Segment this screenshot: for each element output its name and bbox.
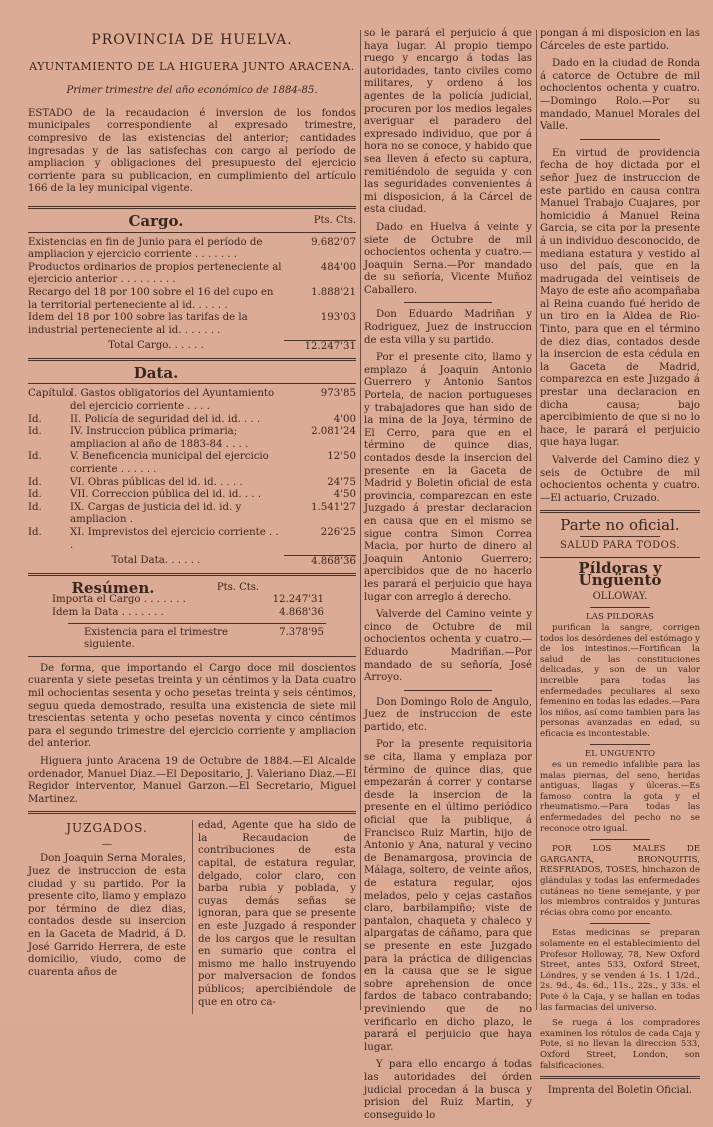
table-row xyxy=(28,451,356,476)
row-label: I. Gastos obligatorios del Ayuntamiento del ejercicio corriente . . . . xyxy=(70,388,275,413)
row-value: 226'25 xyxy=(320,527,356,538)
row-value: 193'03 xyxy=(320,312,356,324)
column-3 xyxy=(540,28,700,1098)
paragraph: Dado en Huelva á veinte y siete de Octubre de mil ochocientos ochenta y cuatro.—Joaquin Serna.—Por mandado de su señoría, Vicente Muñoz Caballero. xyxy=(364,221,532,296)
row-value: 4'00 xyxy=(333,413,356,425)
total-label: Total Cargo. . . . . . xyxy=(108,340,204,352)
row-value: 24'75 xyxy=(327,476,356,488)
divider xyxy=(540,510,700,513)
table-row xyxy=(28,527,356,552)
paragraph: pongan á mi disposicion en las Cárceles de este partido. xyxy=(540,28,700,52)
row-chapter: Id. xyxy=(28,527,42,538)
existencia-label: Existencia para el trimestre siguiente. xyxy=(84,626,229,651)
row-value: 2.081'24 xyxy=(311,426,356,438)
divider xyxy=(28,206,356,209)
cargo-table xyxy=(28,237,356,354)
row-value: 4.868'36 xyxy=(279,606,324,618)
divider xyxy=(68,623,326,624)
divider xyxy=(404,690,492,691)
row-chapter: Id. xyxy=(28,451,42,463)
resumen-paragraph: De forma, que importando el Cargo doce mil doscientos cuarenta y siete pesetas treinta y un céntimos y la Data cuatro mil ochocientas sesenta y ocho pesetas treinta y seis céntimos, seguu queda demostrado, resulta una existencia de siete mil trescientas setenta y ocho pesetas noventa y cinco céntimos para el segundo trimestre del ejercicio corriente y ampliacion del anterior. xyxy=(28,662,356,750)
row-value: 484'00 xyxy=(320,261,356,273)
paragraph: Por el presente cito, llamo y emplazo á Joaquin Antonio Guerrero y Antonio Santos Portela, de nacion portugueses y trabajadores que han sido de la mina de la Joya, término de El Cerro, para que en el término de quince dias, contados desde la insercion del presente en la Gaceta de Madrid y Boletin oficial de esta provincia, comparezcan en este Juzgado á prestar declaracion en causa que en el mismo se sigue contra Simon Correa Macia, por hurto de dinero al Joaquin Antonio Guerrero; apercibidos que de no hacerlo les parará el perjuicio que haya lugar con arreglo á derecho. xyxy=(364,352,532,603)
row-value: 1.888'21 xyxy=(311,286,356,298)
paragraph: so le parará el perjuicio á que haya lugar. Al propio tiempo ruego y encargo á todas las autoridades, tanto civiles como militares, y ordeno á los agentes de la policía judicial, procuren por los medios legales averiguar el paradero del expresado individuo, que por á hora no se conoce, y habido que sea lleven á efecto su captura, remitiéndolo de seguida y con las seguridades convenientes á mi disposicion, á la Cárcel de esta ciudad. xyxy=(364,28,532,216)
row-label: Productos ordinarios de propios perteneciente al ejercicio anterior . . . . . . . . . xyxy=(28,261,282,286)
divider xyxy=(28,358,356,361)
row-label: IX. Cargas de justicia del id. id. y ampliacion . xyxy=(70,501,242,526)
total-value: 4.868'36 xyxy=(284,555,356,569)
paragraph: Por la presente requisitoria se cita, llama y emplaza por término de quince dias, que empezarán á correr y contarse desde la insercion de la presente en el último periódico oficial que la publique, á Francisco Ruiz Martin, hijo de Antonio y Ana, natural y vecino de Benamargosa, provincia de Málaga, soltero, de veinte años, de estatura regular, ojos melados, pelo y cejas castaños claro, barbilampiño; viste de pantalon, chaqueta y chaleco y alpargatas de cáñamo, para que se presente en este Juzgado para la práctica de diligencias en la causa que se le sigue sobre aprehension de once fardos de tabaco contrabando; previniendo que de no verificarlo en dicho plazo, le parará el perjuicio que haya lugar. xyxy=(364,739,532,1053)
row-label: VII. Correccion pública del id. id. . . . xyxy=(70,489,262,501)
ayuntamiento-heading: AYUNTAMIENTO DE LA HIGUERA JUNTO ARACENA. xyxy=(29,59,355,73)
las-pildoras-heading: LAS PILDORAS xyxy=(586,612,654,623)
row-label: Existencias en fin de Junio para el período de ampliacion y ejercicio corriente . . . . . . . xyxy=(28,236,263,261)
paragraph: Valverde del Camino veinte y cinco de Octubre de mil ochocientos ochenta y cuatro.—Eduardo Madriñan.—Por mandado de su señoría, José Arroyo. xyxy=(364,609,532,684)
row-chapter: Id. xyxy=(28,489,42,501)
resumen-units: Pts. Cts. xyxy=(216,581,260,593)
table-row xyxy=(28,477,356,490)
total-label: Total Data. . . . . . xyxy=(111,555,201,567)
row-label: Importa el Cargo . . . . . . . xyxy=(52,594,186,606)
row-chapter: Id. xyxy=(28,501,42,513)
row-label: VI. Obras públicas del id. id. . . . . xyxy=(70,476,243,488)
table-row xyxy=(28,237,356,262)
table-row xyxy=(28,262,356,287)
row-chapter: Id. xyxy=(28,426,42,438)
row-value: 12'50 xyxy=(327,451,356,463)
row-value: 12.247'31 xyxy=(272,594,324,606)
paragraph: Y para ello encargo á todas las autoridades del órden judicial procedan á la busca y prision del Ruiz Martin, y conseguido lo xyxy=(364,1059,532,1121)
total-value: 12.247'31 xyxy=(284,340,356,354)
existencia-row xyxy=(28,627,356,652)
row-label: II. Policía de seguridad del id. id. . . . xyxy=(70,413,261,425)
paragraph: Dado en la ciudad de Ronda á catorce de Octubre de mil ochocientos ochenta y cuatro.—Domingo Rolo.—Por su mandado, Manuel Morales del Valle. xyxy=(540,58,700,133)
data-title: Data. xyxy=(133,363,179,382)
row-value: 1.541'27 xyxy=(311,501,356,513)
no-oficial-heading: Parte no oficial. xyxy=(560,516,680,535)
table-row xyxy=(28,312,356,337)
divider xyxy=(28,656,356,657)
divider xyxy=(590,923,650,924)
table-row xyxy=(28,287,356,312)
cargo-header xyxy=(28,211,356,230)
divider xyxy=(28,811,356,814)
cargo-title: Cargo. xyxy=(128,211,184,230)
unguento-heading: EL UNGUENTO xyxy=(584,749,656,760)
existencia-value: 7.378'95 xyxy=(279,626,324,638)
paragraph: Don Domingo Rolo de Angulo, Juez de instruccion de este partido, etc. xyxy=(364,696,532,733)
row-value: 973'85 xyxy=(320,388,356,400)
row-label: Idem del 18 por 100 sobre las tarifas de la industrial perteneciente al id. . . . . . . xyxy=(28,312,248,336)
divider xyxy=(540,1076,700,1079)
divider xyxy=(580,139,660,140)
row-label: IV. Instruccion pública primaria; ampliacion al año de 1883-84 . . . . xyxy=(70,426,249,450)
cargo-units: Pts. Cts. xyxy=(313,214,356,226)
column-2 xyxy=(364,28,532,1127)
data-total-row xyxy=(28,555,356,569)
table-row xyxy=(28,489,356,502)
table-row xyxy=(28,502,356,527)
data-table xyxy=(28,388,356,568)
estado-intro: ESTADO de la recaudacion é inversion de los fondos municipales correspondiente al expresado trimestre, compresivo de las existencias del anterior; cantidades ingresadas y de las satisfechas con cargo al período de ampliacion y obligaciones del presupuesto del ejercicio corriente para su publicacion, en cumplimiento del artículo 166 de la ley municipal vigente. xyxy=(28,107,356,195)
divider xyxy=(28,232,356,233)
divider xyxy=(28,383,356,384)
trimestre-subtitle: Primer trimestre del año económico de 1884-85. xyxy=(66,85,318,97)
divider xyxy=(590,744,650,745)
row-value: 4'50 xyxy=(333,489,356,501)
unguento-text: es un remedio infalible para las malas piernas, del seno, heridas antiguas, llagas y úlceras.—Es famoso contra la gota y el rheumatismo.—Para todas las enfermedades del pecho no se reconoce otro igual. xyxy=(540,760,700,834)
juzgados-section xyxy=(28,820,356,1014)
resumen-table xyxy=(28,594,356,619)
divider xyxy=(590,607,650,608)
table-row xyxy=(28,388,356,413)
data-header xyxy=(28,363,356,382)
paragraph: Don Eduardo Madriñan y Rodriguez, Juez de instruccion de esta villa y su partido. xyxy=(364,309,532,346)
firma-paragraph: Higuera junto Aracena 19 de Octubre de 1884.—El Alcalde ordenador, Manuel Diaz.—El Depositario, J. Valeriano Diaz.—El Regidor interventor, Manuel Garzon.—El Secretario, Miguel Martinez. xyxy=(28,755,356,805)
province-heading: PROVINCIA DE HUELVA. xyxy=(91,32,293,48)
row-chapter: Id. xyxy=(28,413,42,425)
divider xyxy=(540,557,700,558)
row-chapter: Capítulo xyxy=(28,388,72,400)
juzgados-title: JUZGADOS. xyxy=(66,821,148,836)
row-value: 9.682'07 xyxy=(311,236,356,248)
row-label: XI. Imprevistos del ejercicio corriente . . . xyxy=(70,527,279,551)
row-label: Recargo del 18 por 100 sobre el 16 del cupo en la territorial perteneciente al id. . . . . . xyxy=(28,286,274,311)
column-separator xyxy=(360,30,361,1010)
cargo-total-row xyxy=(28,340,356,354)
pildoras-text: purifican la sangre, corrigen todos los desórdenes del estómago y de los intestinos.—Fortifican la salud de las constituciones delicadas, y son de un valor increible para todas las enfermedades peculiares al sexo femenino en todas las edades.—Para los niños, así como tambien para las personas avanzadas en edad, su eficacia es incontestable. xyxy=(540,622,700,739)
column-separator xyxy=(536,30,537,1010)
juzgados-left-text: Don Joaquin Serna Morales, Juez de instruccion de esta ciudad y su partido. Por la presente cito, llamo y emplazo por término de diez dias, contados desde su insercion en la Gaceta de Madrid, á D. José Garrido Herrera, de este domicilio, viudo, como de cuarenta años de xyxy=(28,853,186,978)
row-chapter: Id. xyxy=(28,476,42,488)
divider xyxy=(404,302,492,303)
ruega-text: Se ruega á los compradores examinen los rótulos de cada Caja y Pote, si no llevan la direccion 533, Oxford Street, London, son falsificaciones. xyxy=(540,1018,700,1071)
resumen-header xyxy=(28,578,356,597)
column-1 xyxy=(28,28,356,1014)
dash: — xyxy=(101,838,113,850)
pildoras-heading: Píldoras y Ungüento xyxy=(578,558,662,590)
divider xyxy=(580,536,660,537)
table-row xyxy=(28,426,356,451)
divider xyxy=(590,839,650,840)
garganta-text: POR LOS MALES DE GARGANTA, BRONQUITIS, RESFRIADOS, TOSES, hinchazon de glándulas y todas las enfermedades cutáneas no tiene semejante, y por los miembros contraidos y junturas récias obra como por encanto. xyxy=(540,844,700,918)
juzgados-right-text: edad, Agente que ha sido de la Recaudacion de contribuciones de esta capital, de estatura regular, delgado, color claro, con barba rubia y poblada, y cuyas demás señas se ignoran, para que se presente en este Juzgado á responder de los cargos que le resultan en sumario que contra el mismo me hallo instruyendo por malversacion de fondos públicos; apercibiéndole de que en otro ca- xyxy=(198,820,356,1008)
resumen-title: Resúmen. xyxy=(71,578,155,597)
table-row xyxy=(52,607,324,620)
row-label: V. Beneficencia municipal del ejercicio corriente . . . . . . xyxy=(70,451,269,476)
preparan-text: Estas medicinas se preparan solamente en el establecimiento del Profesor Holloway, 78, New Oxford Street, antes 533, Oxford Street, Lóndres, y se venden á 1s. 1 1/2d., 2s. 9d., 4s. 6d., 11s., 22s., y 33s. el Pote ó la Caja, y se hallan en todas las farmacias del universo. xyxy=(540,928,700,1013)
row-label: Idem la Data . . . . . . . xyxy=(52,606,164,618)
paragraph: Valverde del Camino diez y seis de Octubre de mil ochocientos ochenta y cuatro.—El actuario, Cruzado. xyxy=(540,455,700,504)
imprenta-footer: Imprenta del Boletin Oficial. xyxy=(547,1085,693,1097)
paragraph: En virtud de providencia fecha de hoy dictada por el señor Juez de instruccion de este partido en causa contra Manuel Trabajo Cuajares, por homicidio á Manuel Reina Garcia, se cita por la presente á un individuo desconocido, de mediana estatura y vestido al uso del país, que en la madrugada del veintiseis de Mayo de este año acompañaba al Reina cuando fué herido de un tiro en la Aldea de Rio-Tinto, para que en el término de diez dias, contados desde la insercion de esta cédula en la Gaceta de Madrid, comparezca en este Juzgado á prestar una declaracion en dicha causa; bajo apercibimiento de que si no lo hace, le parará el perjuicio que haya lugar. xyxy=(540,147,700,449)
divider xyxy=(28,573,356,576)
salud-heading: SALUD PARA TODOS. xyxy=(559,539,680,551)
table-row xyxy=(52,594,324,607)
holloway-heading: OLLOWAY. xyxy=(592,590,648,602)
table-row xyxy=(28,414,356,427)
